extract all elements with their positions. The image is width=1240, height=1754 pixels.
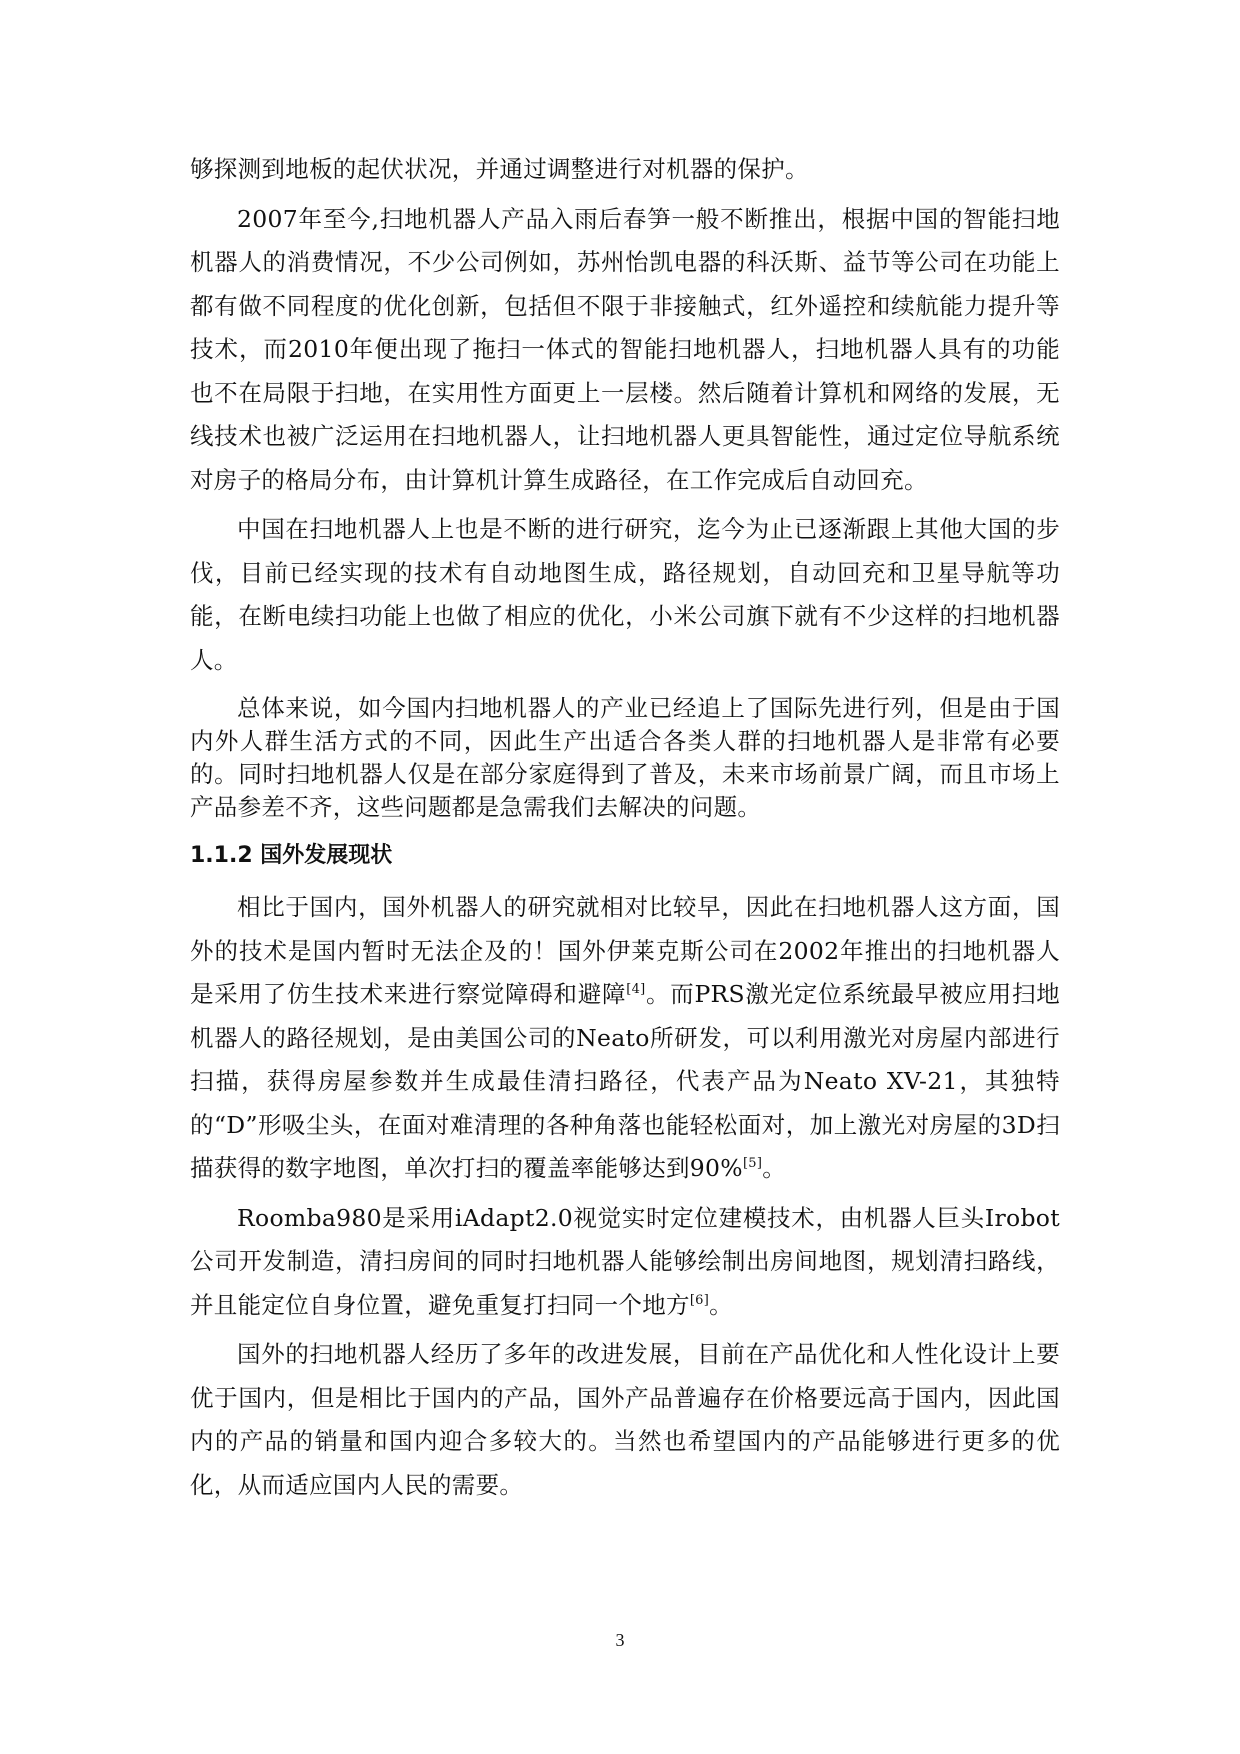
body-paragraph: [190, 198, 1060, 503]
body-paragraph: [190, 1333, 1060, 1507]
citation-marker: [6]: [689, 1292, 710, 1308]
citation-marker: [4]: [626, 982, 646, 998]
section-heading: [190, 834, 1060, 878]
text-run: 总体来说，如今国内扫地机器人的产业已经追上了国际先进行列，但是由于国内外人群生活方式的不同，因此生产出适合各类人群的扫地机器人是非常有必要的。同时扫地机器人仅是在部分家庭得到了普及，未来市场前景广阔，而且市场上产品参差不齐，这些问题都是急需我们去解决的问题。: [190, 694, 1060, 821]
text-run: 够探测到地板的起伏状况，并通过调整进行对机器的保护。: [190, 155, 809, 183]
text-run: 国外的扫地机器人经历了多年的改进发展，目前在产品优化和人性化设计上要优于国内，但是相比于国内的产品，国外产品普遍存在价格要远高于国内，因此国内的产品的销量和国内迎合多较大的。当然也希望国内的产品能够进行更多的优化，从而适应国内人民的需要。: [190, 1340, 1060, 1499]
text-run: Roomba980是采用iAdapt2.0视觉实时定位建模技术，由机器人巨头Irobot公司开发制造，清扫房间的同时扫地机器人能够绘制出房间地图，规划清扫路线，并且能定位自身位置，避免重复打扫同一个地方: [190, 1203, 1060, 1319]
text-run: 2007年至今,扫地机器人产品入雨后春笋一般不断推出，根据中国的智能扫地机器人的消费情况，不少公司例如，苏州怡凯电器的科沃斯、益节等公司在功能上都有做不同程度的优化创新，包括但不限于非接触式，红外遥控和续航能力提升等技术，而2010年便出现了拖扫一体式的智能扫地机器人，扫地机器人具有的功能也不在局限于扫地，在实用性方面更上一层楼。然后随着计算机和网络的发展，无线技术也被广泛运用在扫地机器人，让扫地机器人更具智能性，通过定位导航系统对房子的格局分布，由计算机计算生成路径，在工作完成后自动回充。: [190, 204, 1060, 494]
page-number: 3: [615, 1630, 625, 1650]
text-run: 。而PRS激光定位系统最早被应用扫地机器人的路径规划，是由美国公司的Neato所研发，可以利用激光对房屋内部进行扫描，获得房屋参数并生成最佳清扫路径，代表产品为Neato XV-21，其独特的“D”形吸尘头，在面对难清理的各种角落也能轻松面对，加上激光对房屋的3D扫描获得的数字地图，单次打扫的覆盖率能够达到90%: [190, 980, 1060, 1182]
body-paragraph: [190, 148, 1060, 192]
text-run: 相比于国内，国外机器人的研究就相对比较早，因此在扫地机器人这方面，国外的技术是国内暂时无法企及的！国外伊莱克斯公司在2002年推出的扫地机器人是采用了仿生技术来进行察觉障碍和避障: [190, 893, 1060, 1008]
citation-marker: [5]: [742, 1156, 763, 1172]
body-paragraph: [190, 692, 1060, 824]
body-paragraph: [190, 1197, 1060, 1328]
text-run: 1.1.2 国外发展现状: [190, 843, 393, 868]
body-paragraph: [190, 886, 1060, 1191]
text-run: 。: [762, 1154, 787, 1182]
text-run: 。: [709, 1290, 733, 1319]
page-body: [190, 148, 1060, 1513]
text-run: 中国在扫地机器人上也是不断的进行研究，迄今为止已逐渐跟上其他大国的步伐，目前已经实现的技术有自动地图生成，路径规划，自动回充和卫星导航等功能，在断电续扫功能上也做了相应的优化，小米公司旗下就有不少这样的扫地机器人。: [190, 515, 1060, 674]
body-paragraph: [190, 508, 1060, 682]
